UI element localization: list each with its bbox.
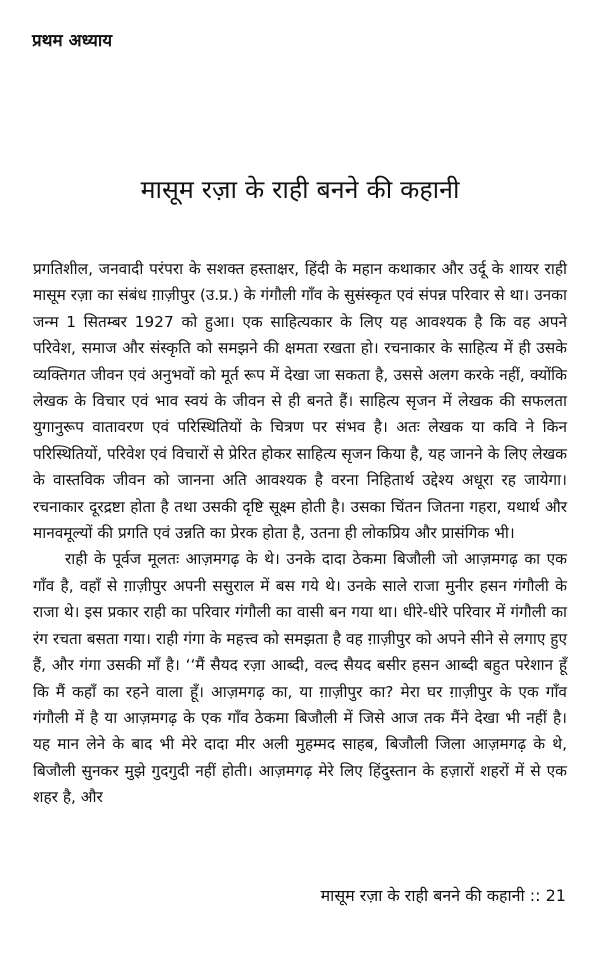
body-text: [33, 256, 567, 811]
paragraph-2: राही के पूर्वज मूलतः आज़मगढ़ के थे। उनके दादा ठेकमा बिजौली जो आज़मगढ़ का एक गाँव है, वहाँ से ग़ाज़ीपुर अपनी ससुराल में बस गये थे। उनके साले राजा मुनीर हसन गंगौली के राजा थे। इस प्रकार राही का परिवार गंगौली का वासी बन गया था। धीरे-धीरे परिवार में गंगौली का रंग रचता बसता गया। राही गंगा के महत्त्व को समझता है वह ग़ाज़ीपुर को अपने सीने से लगाए हुए हैं, और गंगा उसकी माँ है। ‘‘मैं सैयद रज़ा आब्दी, वल्द सैयद बसीर हसन आब्दी बहुत परेशान हूँ कि मैं कहाँ का रहने वाला हूँ। आज़मगढ़ का, या ग़ाज़ीपुर का? मेरा घर ग़ाज़ीपुर के एक गाँव गंगौली में है या आज़मगढ़ के एक गाँव ठेकमा बिजौली में जिसे आज तक मैंने देखा भी नहीं है। यह मान लेने के बाद भी मेरे दादा मीर अली मुहम्मद साहब, बिजौली जिला आज़मगढ़ के थे, बिजौली सुनकर मुझे गुदगुदी नहीं होती। आज़मगढ़ मेरे लिए हिंदुस्तान के हज़ारों शहरों में से एक शहर है, और: [33, 550, 567, 807]
page-footer: मासूम रज़ा के राही बनने की कहानी :: 21: [320, 886, 566, 905]
chapter-title: मासूम रज़ा के राही बनने की कहानी: [140, 175, 460, 204]
paragraph-1: प्रगतिशील, जनवादी परंपरा के सशक्त हस्ताक्षर, हिंदी के महान कथाकार और उर्दू के शायर राही मासूम रज़ा का संबंध ग़ाज़ीपुर (उ.प्र.) के गंगौली गाँव के सुसंस्कृत एवं संपन्न परिवार से था। उनका जन्म 1 सितम्बर 1927 को हुआ। एक साहित्यकार के लिए यह आवश्यक है कि वह अपने परिवेश, समाज और संस्कृति को समझने की क्षमता रखता हो। रचनाकार के साहित्य में ही उसके व्यक्तिगत जीवन एवं अनुभवों को मूर्त रूप में देखा जा सकता है, उससे अलग करके नहीं, क्योंकि लेखक के विचार एवं भाव स्वयं के जीवन से ही बनते हैं। साहित्य सृजन में लेखक की सफलता युगानुरूप वातावरण एवं परिस्थितियों के चित्रण पर संभव है। अतः लेखक या कवि ने किन परिस्थितियों, परिवेश एवं विचारों से प्रेरित होकर साहित्य सृजन किया है, यह जानने के लिए लेखक के वास्तविक जीवन को जानना अति आवश्यक है वरना निहितार्थ उद्देश्य अधूरा रह जायेगा। रचनाकार दूरद्रष्टा होता है तथा उसकी दृष्टि सूक्ष्म होती है। उसका चिंतन जितना गहरा, यथार्थ और मानवमूल्यों की प्रगति एवं उन्नति का प्रेरक होता है, उतना ही लोकप्रिय और प्रासंगिक भी।: [33, 260, 567, 543]
chapter-header: प्रथम अध्याय: [32, 31, 113, 51]
